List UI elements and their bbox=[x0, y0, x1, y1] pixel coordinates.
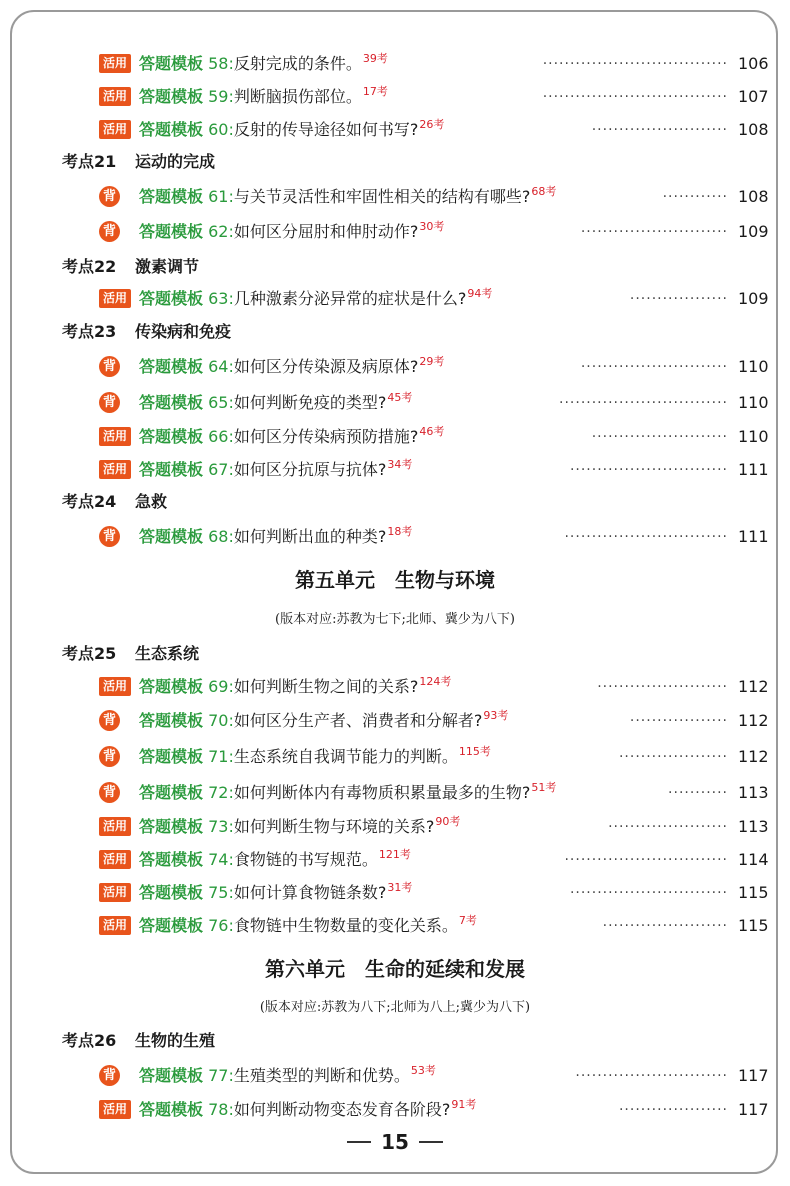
entry-question: 如何判断生物之间的关系? bbox=[233, 677, 419, 696]
entry-question: 如何区分屈肘和伸肘动作? bbox=[233, 222, 419, 241]
entry-page: 115 bbox=[738, 883, 769, 902]
entry-question: 如何判断免疫的类型? bbox=[233, 393, 387, 412]
bei-badge: 背 bbox=[99, 221, 120, 242]
template-number: 63 bbox=[208, 289, 229, 308]
template-label: 答题模板 bbox=[139, 747, 204, 766]
footer-dash-right bbox=[419, 1141, 443, 1143]
toc-entry-69[interactable] bbox=[0, 673, 790, 703]
kaodian-title: 传染病和免疫 bbox=[135, 322, 232, 341]
template-label: 答题模板 bbox=[139, 120, 204, 139]
template-number: 65 bbox=[208, 393, 229, 412]
exam-count: 115考 bbox=[458, 745, 491, 758]
toc-entry-71[interactable] bbox=[0, 743, 790, 773]
toc-entry-64[interactable] bbox=[0, 353, 790, 383]
entry-page: 112 bbox=[738, 677, 769, 696]
template-number: 64 bbox=[208, 357, 229, 376]
template-label: 答题模板 bbox=[139, 783, 204, 802]
bei-badge: 背 bbox=[99, 782, 120, 803]
kaodian-title: 运动的完成 bbox=[135, 152, 216, 171]
separator: : bbox=[228, 527, 234, 546]
unit-6-title: 第六单元 生命的延续和发展 bbox=[265, 957, 525, 981]
leader-dots: ······························· bbox=[559, 395, 728, 411]
entry-page: 115 bbox=[738, 916, 769, 935]
template-label: 答题模板 bbox=[139, 527, 204, 546]
separator: : bbox=[228, 120, 234, 139]
template-label: 答题模板 bbox=[139, 187, 204, 206]
toc-entry-63[interactable] bbox=[0, 285, 790, 315]
entry-page: 106 bbox=[738, 54, 769, 73]
entry-page: 108 bbox=[738, 187, 769, 206]
entry-page: 117 bbox=[738, 1100, 769, 1119]
template-label: 答题模板 bbox=[139, 222, 204, 241]
entry-page: 107 bbox=[738, 87, 769, 106]
separator: : bbox=[228, 427, 234, 446]
bei-badge: 背 bbox=[99, 392, 120, 413]
separator: : bbox=[228, 289, 234, 308]
exam-count: 124考 bbox=[419, 675, 452, 688]
page-footer bbox=[0, 1130, 790, 1160]
kaodian-label: 考点24 bbox=[62, 492, 117, 511]
toc-entry-66[interactable] bbox=[0, 423, 790, 453]
template-number: 69 bbox=[208, 677, 229, 696]
template-label: 答题模板 bbox=[139, 460, 204, 479]
template-number: 68 bbox=[208, 527, 229, 546]
huoyong-badge: 活用 bbox=[99, 87, 131, 106]
toc-entry-60[interactable] bbox=[0, 116, 790, 146]
kaodian-label: 考点22 bbox=[62, 257, 117, 276]
leader-dots: ··························· bbox=[580, 224, 728, 240]
template-number: 73 bbox=[208, 817, 229, 836]
entry-page: 113 bbox=[738, 783, 769, 802]
leader-dots: ············ bbox=[662, 189, 728, 205]
leader-dots: ·················· bbox=[629, 291, 728, 307]
unit-6-version-note: (版本对应:苏教为八下;北师为八上;冀少为八下) bbox=[259, 1000, 531, 1015]
exam-count: 7考 bbox=[458, 914, 477, 927]
entry-question: 反射完成的条件。 bbox=[233, 54, 362, 73]
entry-question: 如何区分传染病预防措施? bbox=[233, 427, 419, 446]
exam-count: 45考 bbox=[387, 391, 413, 404]
entry-question: 生态系统自我调节能力的判断。 bbox=[233, 747, 458, 766]
bei-badge: 背 bbox=[99, 356, 120, 377]
huoyong-badge: 活用 bbox=[99, 883, 131, 902]
entry-page: 112 bbox=[738, 711, 769, 730]
exam-count: 121考 bbox=[378, 848, 411, 861]
exam-count: 46考 bbox=[419, 425, 445, 438]
toc-entry-75[interactable] bbox=[0, 879, 790, 909]
exam-count: 94考 bbox=[467, 287, 493, 300]
toc-entry-77[interactable] bbox=[0, 1062, 790, 1092]
template-number: 66 bbox=[208, 427, 229, 446]
leader-dots: ························· bbox=[591, 122, 728, 138]
exam-count: 17考 bbox=[362, 85, 388, 98]
page-number: 15 bbox=[381, 1130, 409, 1154]
exam-count: 26考 bbox=[419, 118, 445, 131]
toc-entry-72[interactable] bbox=[0, 779, 790, 809]
entry-question: 如何判断体内有毒物质积累量最多的生物? bbox=[233, 783, 531, 802]
kaodian-title: 生态系统 bbox=[135, 644, 200, 663]
leader-dots: ·································· bbox=[542, 89, 728, 105]
separator: : bbox=[228, 222, 234, 241]
entry-page: 114 bbox=[738, 850, 769, 869]
huoyong-badge: 活用 bbox=[99, 427, 131, 446]
entry-question: 几种激素分泌异常的症状是什么? bbox=[233, 289, 467, 308]
exam-count: 51考 bbox=[531, 781, 557, 794]
huoyong-badge: 活用 bbox=[99, 916, 131, 935]
toc-entry-61[interactable] bbox=[0, 183, 790, 213]
toc-entry-76[interactable] bbox=[0, 912, 790, 942]
entry-question: 如何区分传染源及病原体? bbox=[233, 357, 419, 376]
huoyong-badge: 活用 bbox=[99, 677, 131, 696]
kaodian-title: 生物的生殖 bbox=[135, 1031, 216, 1050]
entry-page: 113 bbox=[738, 817, 769, 836]
exam-count: 29考 bbox=[419, 355, 445, 368]
entry-question: 食物链中生物数量的变化关系。 bbox=[233, 916, 458, 935]
template-number: 58 bbox=[208, 54, 229, 73]
template-number: 76 bbox=[208, 916, 229, 935]
separator: : bbox=[228, 460, 234, 479]
exam-count: 53考 bbox=[410, 1064, 436, 1077]
unit-5-title: 第五单元 生物与环境 bbox=[295, 568, 495, 592]
entry-page: 110 bbox=[738, 427, 769, 446]
entry-page: 109 bbox=[738, 289, 769, 308]
template-label: 答题模板 bbox=[139, 393, 204, 412]
kaodian-title: 激素调节 bbox=[135, 257, 200, 276]
exam-count: 93考 bbox=[483, 709, 509, 722]
leader-dots: ···························· bbox=[575, 1068, 728, 1084]
entry-page: 108 bbox=[738, 120, 769, 139]
toc-entry-73[interactable] bbox=[0, 813, 790, 843]
toc-entry-59[interactable] bbox=[0, 83, 790, 113]
kaodian-label: 考点25 bbox=[62, 644, 117, 663]
separator: : bbox=[228, 817, 234, 836]
leader-dots: ···················· bbox=[618, 1102, 728, 1118]
template-label: 答题模板 bbox=[139, 677, 204, 696]
template-label: 答题模板 bbox=[139, 87, 204, 106]
entry-page: 117 bbox=[738, 1066, 769, 1085]
template-label: 答题模板 bbox=[139, 883, 204, 902]
leader-dots: ······················ bbox=[608, 819, 728, 835]
bei-badge: 背 bbox=[99, 746, 120, 767]
toc-entry-58[interactable] bbox=[0, 50, 790, 80]
bei-badge: 背 bbox=[99, 186, 120, 207]
separator: : bbox=[228, 850, 234, 869]
template-label: 答题模板 bbox=[139, 427, 204, 446]
leader-dots: ····························· bbox=[569, 462, 728, 478]
toc-entry-62[interactable] bbox=[0, 218, 790, 248]
separator: : bbox=[228, 883, 234, 902]
exam-count: 30考 bbox=[419, 220, 445, 233]
separator: : bbox=[228, 357, 234, 376]
leader-dots: ······························ bbox=[564, 852, 728, 868]
leader-dots: ···················· bbox=[618, 749, 728, 765]
template-label: 答题模板 bbox=[139, 1066, 204, 1085]
entry-page: 110 bbox=[738, 393, 769, 412]
entry-question: 如何区分生产者、消费者和分解者? bbox=[233, 711, 483, 730]
leader-dots: ····························· bbox=[569, 885, 728, 901]
entry-page: 111 bbox=[738, 527, 769, 546]
toc-entry-67[interactable] bbox=[0, 456, 790, 486]
entry-question: 如何判断生物与环境的关系? bbox=[233, 817, 435, 836]
kaodian-24-heading bbox=[62, 488, 662, 516]
entry-page: 112 bbox=[738, 747, 769, 766]
separator: : bbox=[228, 1066, 234, 1085]
leader-dots: ·································· bbox=[542, 56, 728, 72]
leader-dots: ························ bbox=[597, 679, 728, 695]
entry-question: 食物链的书写规范。 bbox=[233, 850, 378, 869]
entry-question: 反射的传导途径如何书写? bbox=[233, 120, 419, 139]
huoyong-badge: 活用 bbox=[99, 120, 131, 139]
huoyong-badge: 活用 bbox=[99, 54, 131, 73]
template-label: 答题模板 bbox=[139, 1100, 204, 1119]
leader-dots: ······················· bbox=[602, 918, 728, 934]
entry-page: 110 bbox=[738, 357, 769, 376]
template-number: 70 bbox=[208, 711, 229, 730]
leader-dots: ······························ bbox=[564, 529, 728, 545]
kaodian-title: 急救 bbox=[135, 492, 168, 511]
separator: : bbox=[228, 393, 234, 412]
template-label: 答题模板 bbox=[139, 357, 204, 376]
entry-page: 111 bbox=[738, 460, 769, 479]
bei-badge: 背 bbox=[99, 526, 120, 547]
toc-entry-74[interactable] bbox=[0, 846, 790, 876]
bei-badge: 背 bbox=[99, 710, 120, 731]
exam-count: 90考 bbox=[435, 815, 461, 828]
toc-entry-70[interactable] bbox=[0, 707, 790, 737]
huoyong-badge: 活用 bbox=[99, 850, 131, 869]
separator: : bbox=[228, 747, 234, 766]
separator: : bbox=[228, 187, 234, 206]
leader-dots: ·················· bbox=[629, 713, 728, 729]
kaodian-label: 考点21 bbox=[62, 152, 117, 171]
kaodian-21-heading bbox=[62, 148, 662, 176]
template-label: 答题模板 bbox=[139, 850, 204, 869]
template-number: 67 bbox=[208, 460, 229, 479]
kaodian-label: 考点26 bbox=[62, 1031, 117, 1050]
unit-5-version-note: (版本对应:苏教为七下;北师、冀少为八下) bbox=[275, 612, 515, 627]
entry-question: 如何判断动物变态发育各阶段? bbox=[233, 1100, 451, 1119]
exam-count: 39考 bbox=[362, 52, 388, 65]
separator: : bbox=[228, 677, 234, 696]
separator: : bbox=[228, 916, 234, 935]
toc-entry-68[interactable] bbox=[0, 523, 790, 553]
template-number: 75 bbox=[208, 883, 229, 902]
separator: : bbox=[228, 783, 234, 802]
template-number: 72 bbox=[208, 783, 229, 802]
toc-entry-78[interactable] bbox=[0, 1096, 790, 1126]
exam-count: 91考 bbox=[451, 1098, 477, 1111]
toc-entry-65[interactable] bbox=[0, 389, 790, 419]
kaodian-label: 考点23 bbox=[62, 322, 117, 341]
template-label: 答题模板 bbox=[139, 916, 204, 935]
exam-count: 31考 bbox=[387, 881, 413, 894]
kaodian-23-heading bbox=[62, 318, 662, 346]
template-label: 答题模板 bbox=[139, 817, 204, 836]
template-number: 61 bbox=[208, 187, 229, 206]
template-number: 78 bbox=[208, 1100, 229, 1119]
leader-dots: ························· bbox=[591, 429, 728, 445]
template-number: 74 bbox=[208, 850, 229, 869]
template-label: 答题模板 bbox=[139, 54, 204, 73]
kaodian-26-heading bbox=[62, 1027, 662, 1055]
separator: : bbox=[228, 54, 234, 73]
template-label: 答题模板 bbox=[139, 711, 204, 730]
huoyong-badge: 活用 bbox=[99, 460, 131, 479]
separator: : bbox=[228, 87, 234, 106]
huoyong-badge: 活用 bbox=[99, 289, 131, 308]
entry-question: 如何计算食物链条数? bbox=[233, 883, 387, 902]
entry-question: 如何区分抗原与抗体? bbox=[233, 460, 387, 479]
footer-dash-left bbox=[347, 1141, 371, 1143]
huoyong-badge: 活用 bbox=[99, 1100, 131, 1119]
separator: : bbox=[228, 711, 234, 730]
leader-dots: ··········· bbox=[668, 785, 728, 801]
entry-page: 109 bbox=[738, 222, 769, 241]
exam-count: 68考 bbox=[531, 185, 557, 198]
separator: : bbox=[228, 1100, 234, 1119]
template-number: 60 bbox=[208, 120, 229, 139]
bei-badge: 背 bbox=[99, 1065, 120, 1086]
template-number: 62 bbox=[208, 222, 229, 241]
template-number: 77 bbox=[208, 1066, 229, 1085]
entry-question: 生殖类型的判断和优势。 bbox=[233, 1066, 410, 1085]
entry-question: 与关节灵活性和牢固性相关的结构有哪些? bbox=[233, 187, 531, 206]
exam-count: 18考 bbox=[387, 525, 413, 538]
leader-dots: ··························· bbox=[580, 359, 728, 375]
kaodian-22-heading bbox=[62, 253, 662, 281]
template-number: 71 bbox=[208, 747, 229, 766]
template-label: 答题模板 bbox=[139, 289, 204, 308]
exam-count: 34考 bbox=[387, 458, 413, 471]
entry-question: 如何判断出血的种类? bbox=[233, 527, 387, 546]
kaodian-25-heading bbox=[62, 640, 662, 668]
entry-question: 判断脑损伤部位。 bbox=[233, 87, 362, 106]
huoyong-badge: 活用 bbox=[99, 817, 131, 836]
template-number: 59 bbox=[208, 87, 229, 106]
